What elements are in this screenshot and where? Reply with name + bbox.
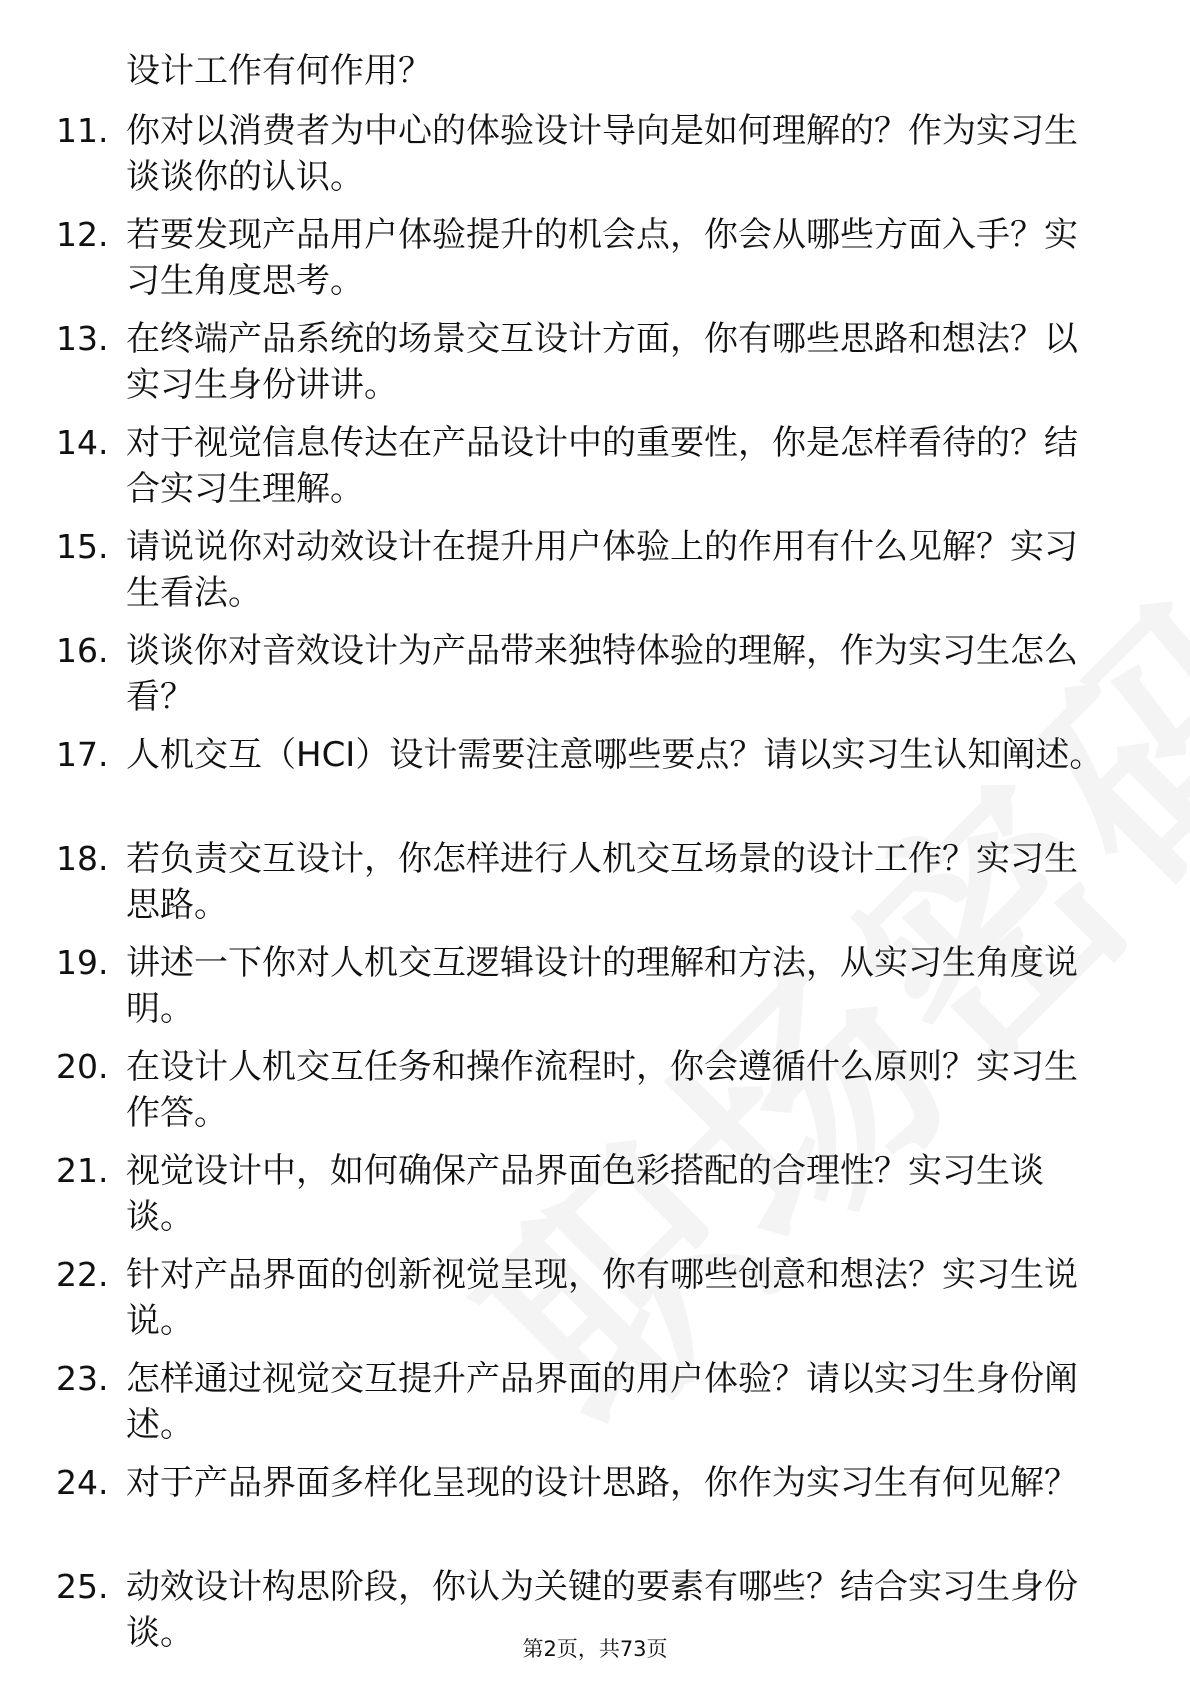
question-number: 23. xyxy=(56,1359,109,1398)
question-text: 视觉设计中，如何确保产品界面色彩搭配的合理性？实习生谈谈。 xyxy=(126,1151,1044,1237)
question-text: 你对以消费者为中心的体验设计导向是如何理解的？作为实习生谈谈你的认识。 xyxy=(126,111,1078,197)
question-number: 18. xyxy=(56,839,109,878)
question-number: 11. xyxy=(56,111,109,150)
question-number: 17. xyxy=(56,735,109,774)
question-item xyxy=(56,1044,1136,1148)
question-text: 对于视觉信息传达在产品设计中的重要性，你是怎样看待的？结合实习生理解。 xyxy=(126,423,1078,509)
question-number: 22. xyxy=(56,1255,109,1294)
question-item xyxy=(56,1356,1136,1460)
question-number: 12. xyxy=(56,215,109,254)
page-footer: 第2页，共73页 xyxy=(522,1637,668,1661)
question-item xyxy=(56,940,1136,1044)
question-text: 若负责交互设计，你怎样进行人机交互场景的设计工作？实习生思路。 xyxy=(126,839,1078,925)
question-text: 请说说你对动效设计在提升用户体验上的作用有什么见解？实习生看法。 xyxy=(126,527,1078,613)
question-item xyxy=(56,628,1136,732)
question-item xyxy=(56,1252,1136,1356)
question-text: 怎样通过视觉交互提升产品界面的用户体验？请以实习生身份阐述。 xyxy=(126,1359,1078,1445)
question-item xyxy=(56,524,1136,628)
question-text: 动效设计构思阶段，你认为关键的要素有哪些？结合实习生身份谈。 xyxy=(126,1567,1078,1653)
question-number: 24. xyxy=(56,1463,109,1502)
question-list xyxy=(56,108,1136,1668)
question-text: 针对产品界面的创新视觉呈现，你有哪些创意和想法？实习生说说。 xyxy=(126,1255,1078,1341)
question-text: 在终端产品系统的场景交互设计方面，你有哪些思路和想法？以实习生身份讲讲。 xyxy=(126,319,1078,405)
question-number: 15. xyxy=(56,527,109,566)
question-text: 对于产品界面多样化呈现的设计思路，你作为实习生有何见解？ xyxy=(126,1463,1078,1503)
question-number: 20. xyxy=(56,1047,109,1086)
question-text: 谈谈你对音效设计为产品带来独特体验的理解，作为实习生怎么看？ xyxy=(126,631,1078,717)
question-text: 讲述一下你对人机交互逻辑设计的理解和方法，从实习生角度说明。 xyxy=(126,943,1078,1029)
question-text: 人机交互（HCI）设计需要注意哪些要点？请以实习生认知阐述。 xyxy=(126,735,1104,775)
question-text: 在设计人机交互任务和操作流程时，你会遵循什么原则？实习生作答。 xyxy=(126,1047,1078,1133)
question-item xyxy=(56,212,1136,316)
question-number: 13. xyxy=(56,319,109,358)
question-number: 25. xyxy=(56,1567,109,1606)
question-item xyxy=(56,316,1136,420)
question-item xyxy=(56,1460,1136,1564)
question-item xyxy=(56,732,1136,836)
question-number: 21. xyxy=(56,1151,109,1190)
question-number: 16. xyxy=(56,631,109,670)
continuation-text: 设计工作有何作用？ xyxy=(126,51,432,91)
question-item xyxy=(56,1148,1136,1252)
question-item xyxy=(56,836,1136,940)
question-number: 14. xyxy=(56,423,109,462)
question-item xyxy=(56,108,1136,212)
question-item xyxy=(56,420,1136,524)
question-text: 若要发现产品用户体验提升的机会点，你会从哪些方面入手？实习生角度思考。 xyxy=(126,215,1078,301)
question-number: 19. xyxy=(56,943,109,982)
